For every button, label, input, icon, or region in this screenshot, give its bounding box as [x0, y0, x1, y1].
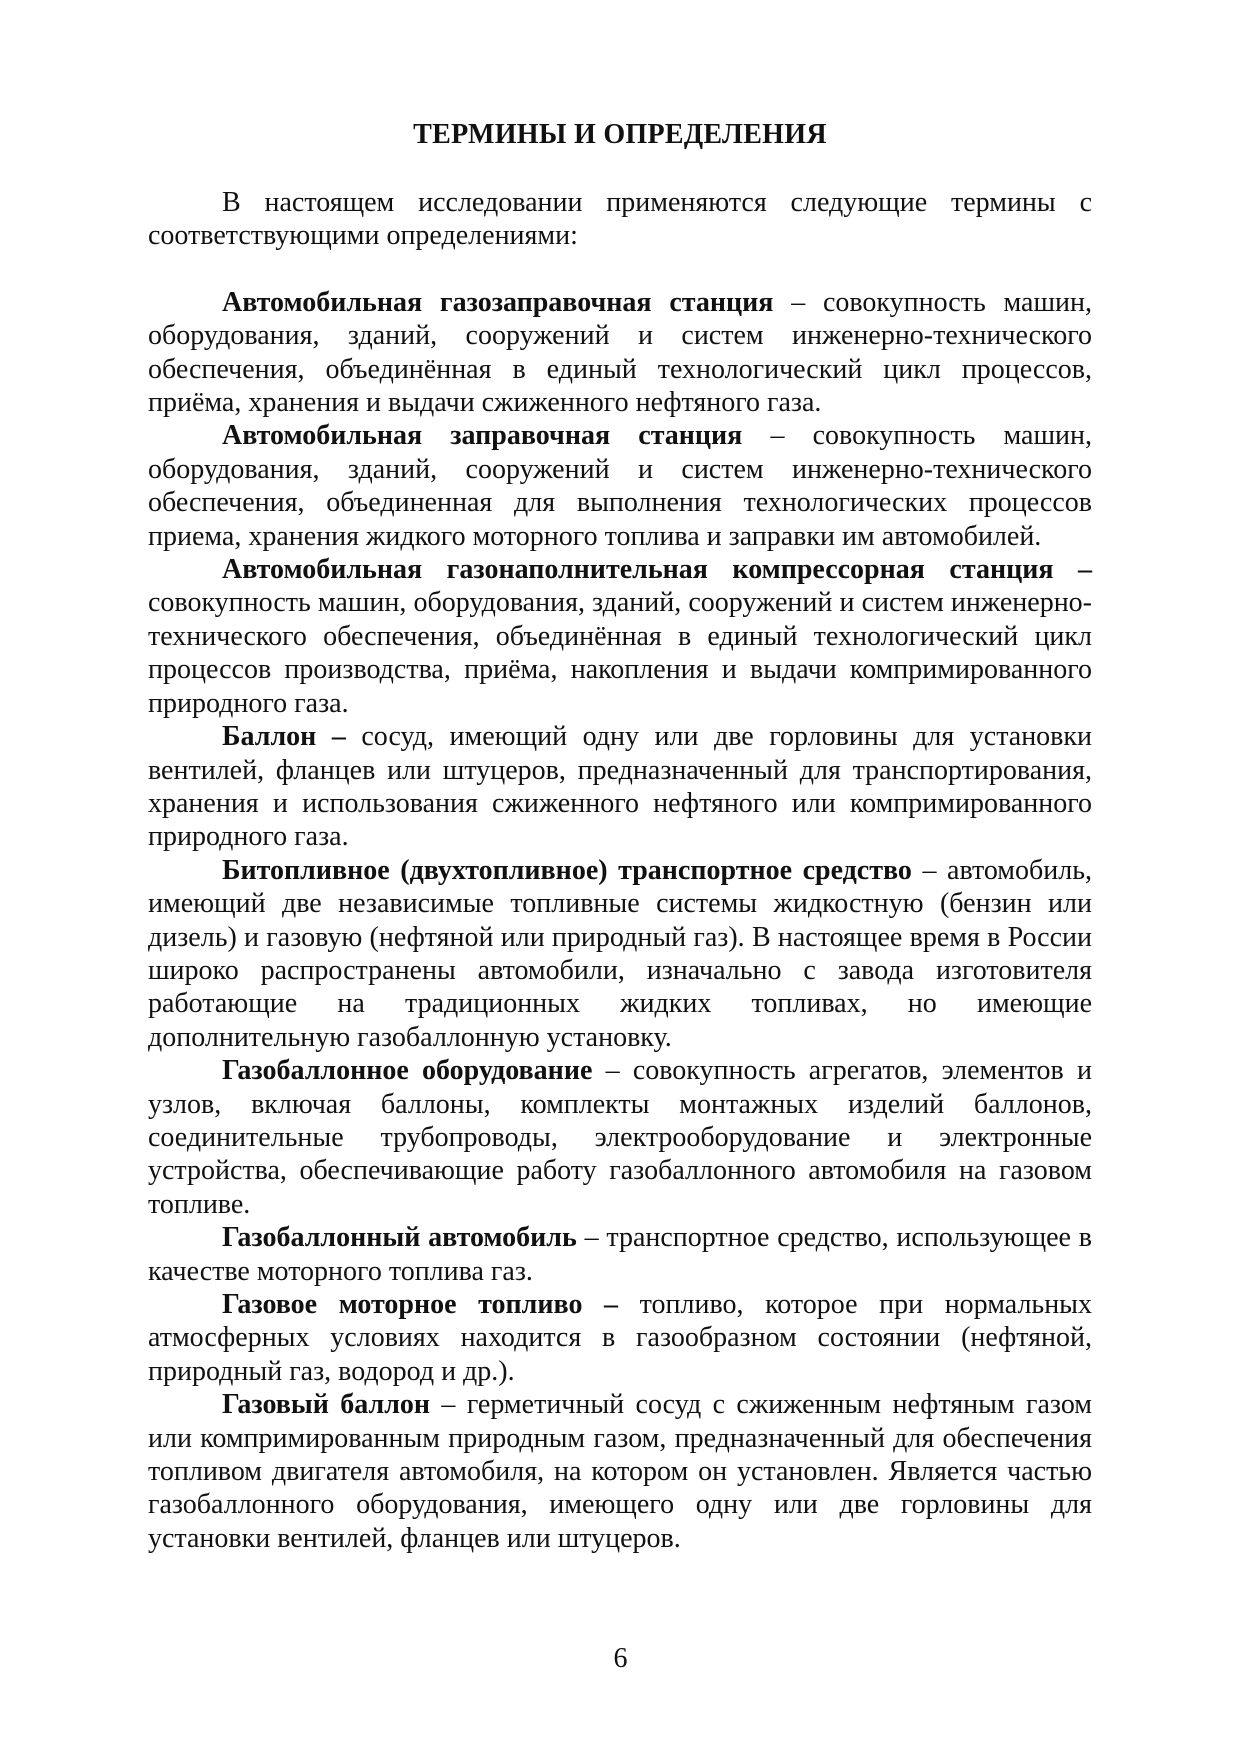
definition-paragraph [148, 1221, 1092, 1288]
definition-term: Автомобильная заправочная станция [222, 420, 743, 452]
definition-text: топливо, которое при нормальных атмосферных условиях находится в газообразном состоянии (нефтяной, природный газ, водород и др.). [148, 1289, 1092, 1387]
definition-paragraph [148, 854, 1092, 1054]
definition-text: – транспортное средство, использующее в качестве моторного топлива газ. [148, 1222, 1093, 1287]
definition-paragraph [148, 419, 1092, 553]
document-body [148, 186, 1092, 1555]
definition-term: Баллон – [222, 721, 346, 753]
definition-term: Газобаллонный автомобиль [222, 1222, 577, 1254]
definition-paragraph [148, 720, 1092, 854]
intro-paragraph: В настоящем исследовании применяются следующие термины с соответствующими определениями: [148, 187, 1092, 252]
definition-paragraph [148, 286, 1092, 420]
page-number: 6 [613, 1643, 628, 1674]
definition-text: – совокупность агрегатов, элементов и узлов, включая баллоны, комплекты монтажных изделий баллонов, соединительные трубопроводы, электрооборудование и электронные устройства, обеспечивающие работу газобаллонного автомобиля на газовом топливе. [148, 1055, 1092, 1220]
definition-term: Газовое моторное топливо – [222, 1289, 619, 1320]
definition-text: – совокупность машин, оборудования, зданий, сооружений и систем инженерно-технического обеспечения, объединённая в единый технологический цикл процессов, приёма, хранения и выдачи сжиженного нефтяного газа. [148, 286, 1092, 419]
definition-term: Автомобильная газозаправочная станция [222, 286, 774, 318]
definition-paragraph [148, 553, 1092, 720]
definition-text: – автомобиль, имеющий две независимые топливные системы жидкостную (бензин или дизель) и газовую (нефтяной или природный газ). В настоящее время в России широко распространены автомобили, изначально с завода изготовителя работающие на традиционных жидких топливах, но имеющие дополнительную газобаллонную установку. [148, 854, 1093, 1053]
definition-term: Автомобильная газонаполнительная компрессорная станция – [222, 554, 1092, 586]
definition-term: Газобаллонное оборудование [222, 1055, 593, 1087]
definition-text: – совокупность машин, оборудования, зданий, сооружений и систем инженерно-технического обеспечения, объединенная для выполнения технологических процессов приема, хранения жидкого моторного топлива и заправки им автомобилей. [148, 420, 1092, 552]
definition-text: совокупность машин, оборудования, зданий, сооружений и систем инженерно-технического обеспечения, объединённая в единый технологический цикл процессов производства, приёма, накопления и выдачи компримированного природного газа. [148, 587, 1092, 719]
definition-text: сосуд, имеющий одну или две горловины для установки вентилей, фланцев или штуцеров, предназначенный для транспортирования, хранения и использования сжиженного нефтяного или компримированного природного газа. [148, 721, 1092, 853]
definition-paragraph [148, 1054, 1092, 1221]
definition-paragraph [148, 1388, 1092, 1555]
definition-text: – герметичный сосуд с сжиженным нефтяным газом или компримированным природным газом, предназначенный для обеспечения топливом двигателя автомобиля, на котором он установлен. Является частью газобаллонного оборудования, имеющего одну или две горловины для установки вентилей, фланцев или штуцеров. [148, 1389, 1092, 1554]
page-title: ТЕРМИНЫ И ОПРЕДЕЛЕНИЯ [413, 119, 827, 150]
definition-term: Газовый баллон [222, 1389, 431, 1421]
definition-term: Битопливное (двухтопливное) транспортное средство [222, 854, 912, 886]
definition-paragraph [148, 1288, 1092, 1388]
